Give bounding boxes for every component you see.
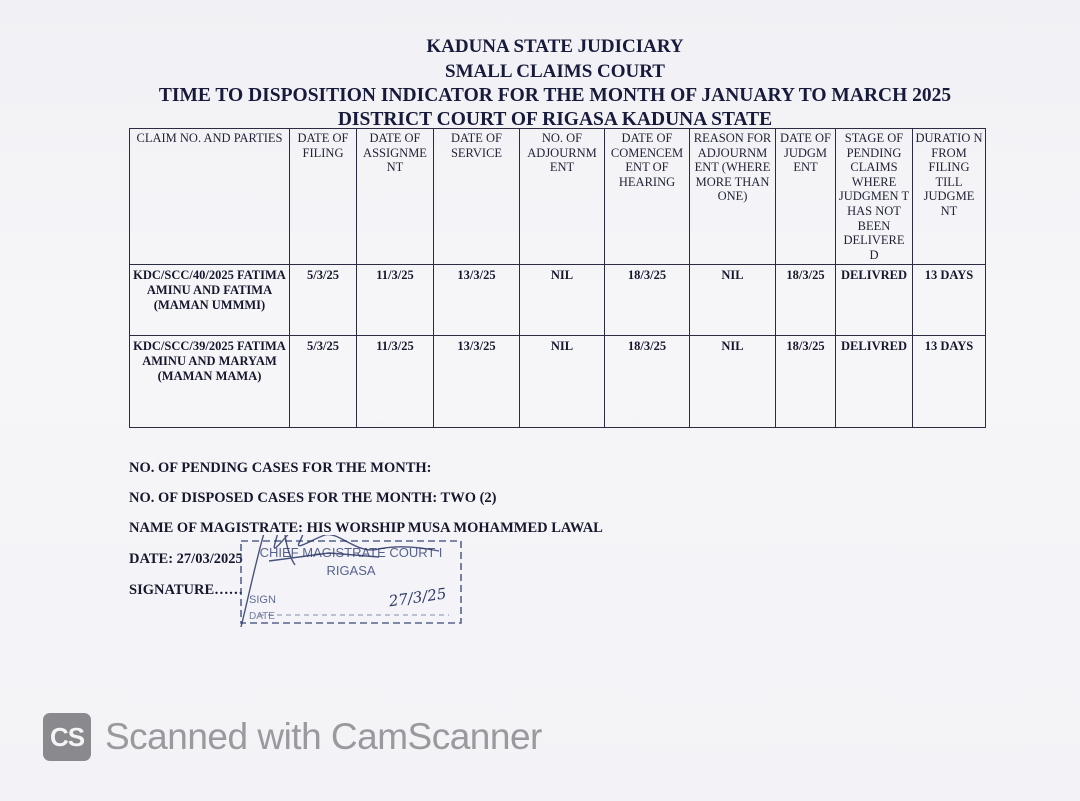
cell-date-of-hearing: 18/3/25 [605, 336, 690, 428]
col-header-reason-for-adjournment: REASON FOR ADJOURNM ENT (WHERE MORE THAN ONE) [690, 129, 776, 265]
heading-indicator: TIME TO DISPOSITION INDICATOR FOR THE MONTH OF JANUARY TO MARCH 2025 [158, 85, 952, 106]
col-header-date-of-hearing: DATE OF COMENCEM ENT OF HEARING [605, 129, 690, 265]
cell-duration: 13 DAYS [913, 265, 986, 336]
col-header-stage-of-pending: STAGE OF PENDING CLAIMS WHERE JUDGMEN T HAS NOT BEEN DELIVERE D [836, 129, 913, 265]
pending-cases-line: NO. OF PENDING CASES FOR THE MONTH: [129, 460, 432, 476]
camscanner-watermark [43, 713, 542, 761]
disposed-cases-line: NO. OF DISPOSED CASES FOR THE MONTH: TWO (2) [129, 490, 497, 506]
bleed-through-texture [30, 0, 730, 14]
cell-date-of-assignment: 11/3/25 [357, 265, 434, 336]
cell-no-of-adjournment: NIL [520, 265, 605, 336]
stamp-court-name: CHIEF MAGISTRATE COURT I [259, 545, 443, 560]
stamp-date-label: DATE [249, 611, 275, 622]
heading-judiciary: KADUNA STATE JUDICIARY [426, 36, 684, 57]
stamp-sign-label: SIGN [249, 594, 276, 606]
cell-claim-parties: KDC/SCC/40/2025 FATIMA AMINU AND FATIMA (MAMAN UMMMI) [130, 265, 290, 336]
cell-reason-for-adjournment: NIL [690, 265, 776, 336]
cell-date-of-hearing: 18/3/25 [605, 265, 690, 336]
col-header-date-of-judgment: DATE OF JUDGM ENT [776, 129, 836, 265]
cell-date-of-filing: 5/3/25 [290, 265, 357, 336]
cell-date-of-service: 13/3/25 [434, 336, 520, 428]
cell-date-of-judgment: 18/3/25 [776, 336, 836, 428]
cell-stage: DELIVRED [836, 265, 913, 336]
stamp-handwritten-date: 27/3/25 [387, 584, 448, 611]
table-header-row [130, 129, 986, 265]
signature-line: SIGNATURE…… [129, 582, 244, 598]
cell-stage: DELIVRED [836, 336, 913, 428]
cell-date-of-filing: 5/3/25 [290, 336, 357, 428]
cell-reason-for-adjournment: NIL [690, 336, 776, 428]
cell-date-of-assignment: 11/3/25 [357, 336, 434, 428]
col-header-date-of-service: DATE OF SERVICE [434, 129, 520, 265]
cell-claim-parties: KDC/SCC/39/2025 FATIMA AMINU AND MARYAM (MAMAN MAMA) [130, 336, 290, 428]
col-header-no-of-adjournment: NO. OF ADJOURNM ENT [520, 129, 605, 265]
table-row [130, 265, 986, 336]
camscanner-logo-icon: CS [43, 713, 91, 761]
col-header-duration: DURATIO N FROM FILING TILL JUDGME NT [913, 129, 986, 265]
cell-duration: 13 DAYS [913, 336, 986, 428]
col-header-claim-no: CLAIM NO. AND PARTIES [130, 129, 290, 265]
magistrate-name-line: NAME OF MAGISTRATE: HIS WORSHIP MUSA MOHAMMED LAWAL [129, 520, 603, 536]
heading-court: SMALL CLAIMS COURT [445, 61, 665, 82]
disposition-table [129, 128, 986, 428]
cell-date-of-service: 13/3/25 [434, 265, 520, 336]
date-line: DATE: 27/03/2025 [129, 551, 243, 567]
cell-no-of-adjournment: NIL [520, 336, 605, 428]
table-row [130, 336, 986, 428]
stamp-location: RIGASA [326, 563, 376, 578]
col-header-date-of-assignment: DATE OF ASSIGNME NT [357, 129, 434, 265]
camscanner-text: Scanned with CamScanner [105, 716, 542, 757]
cell-date-of-judgment: 18/3/25 [776, 265, 836, 336]
court-stamp [239, 535, 463, 627]
col-header-date-of-filing: DATE OF FILING [290, 129, 357, 265]
heading-district-court: DISTRICT COURT OF RIGASA KADUNA STATE [337, 109, 773, 130]
